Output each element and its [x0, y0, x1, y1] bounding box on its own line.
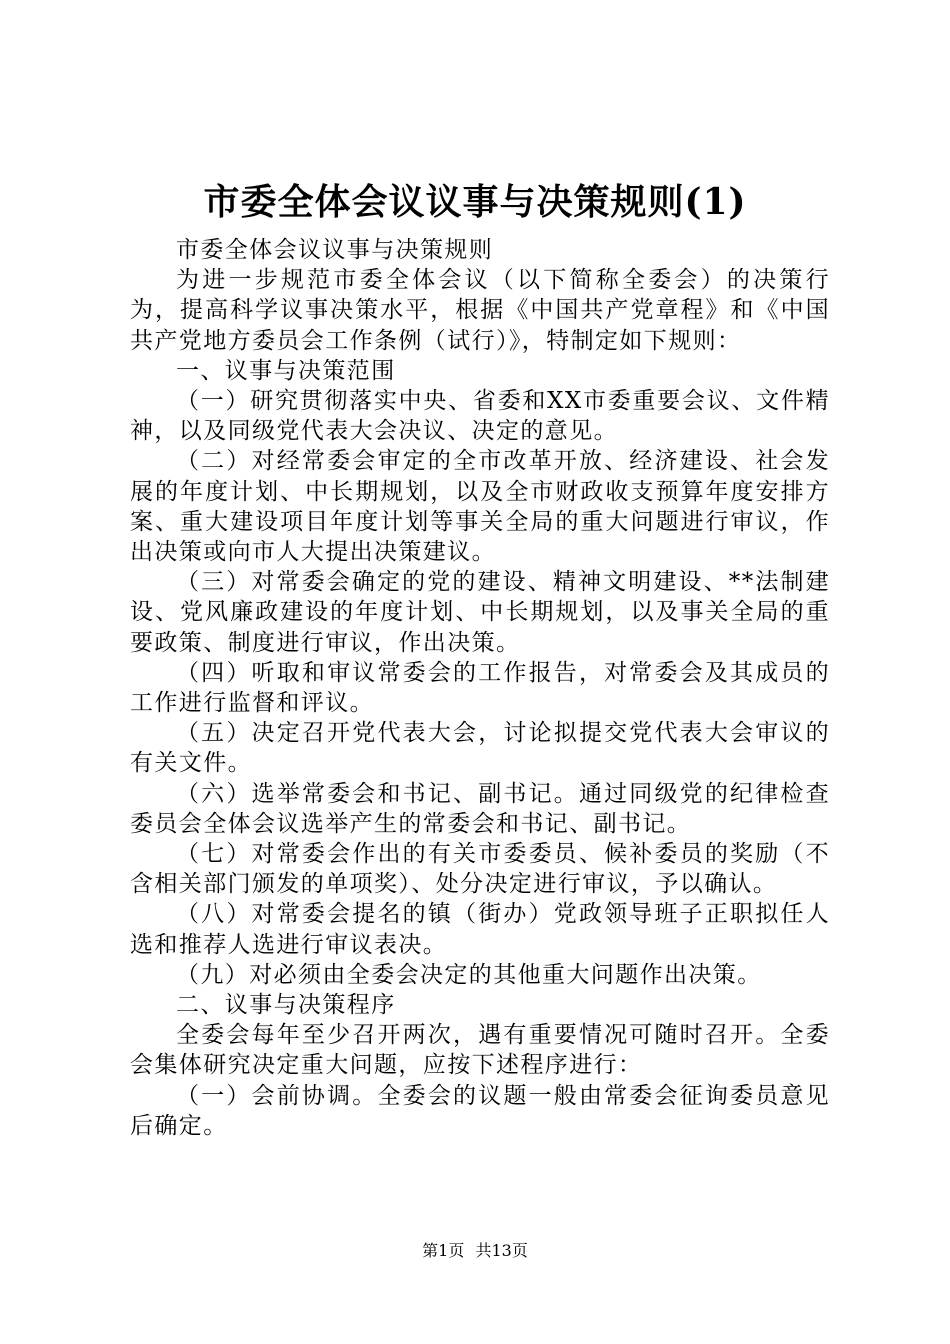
paragraph-scope-5: （五）决定召开党代表大会，讨论拟提交党代表大会审议的有关文件。: [130, 720, 830, 777]
paragraph-subtitle: 市委全体会议议事与决策规则: [176, 237, 494, 263]
section-heading-scope: 一、议事与决策范围: [176, 357, 396, 384]
document-title: 市委全体会议议事与决策规则(1): [203, 181, 747, 223]
paragraph-scope-3: （三）对常委会确定的党的建设、精神文明建设、**法制建设、党风廉政建设的年度计划、中长期规划，以及事关全局的重要政策、制度进行审议，作出决策。: [130, 569, 830, 656]
paragraph-procedure-intro: 全委会每年至少召开两次，遇有重要情况可随时召开。全委会集体研究决定重大问题，应按下述程序进行：: [130, 1022, 830, 1079]
document-body: [130, 235, 830, 1141]
page-number: 第1页: [422, 1241, 465, 1260]
paragraph-scope-2: （二）对经常委会审定的全市改革开放、经济建设、社会发展的年度计划、中长期规划，以及全市财政收支预算年度安排方案、重大建设项目年度计划等事关全局的重大问题进行审议，作出决策或向市人大提出决策建议。: [130, 448, 830, 566]
paragraph-scope-1: （一）研究贯彻落实中央、省委和XX市委重要会议、文件精神，以及同级党代表大会决议、决定的意见。: [130, 388, 830, 445]
paragraph-scope-4: （四）听取和审议常委会的工作报告，对常委会及其成员的工作进行监督和评议。: [130, 659, 830, 717]
paragraph-scope-9: （九）对必须由全委会决定的其他重大问题作出决策。: [176, 961, 762, 988]
paragraph-scope-7: （七）对常委会作出的有关市委委员、候补委员的奖励（不含相关部门颁发的单项奖）、处分决定进行审议，予以确认。: [130, 841, 830, 898]
page-total: 共13页: [475, 1241, 528, 1260]
paragraph-scope-8: （八）对常委会提名的镇（街办）党政领导班子正职拟任人选和推荐人选进行审议表决。: [130, 901, 830, 958]
paragraph-scope-6: （六）选举常委会和书记、副书记。通过同级党的纪律检查委员会全体会议选举产生的常委会和书记、副书记。: [130, 780, 830, 837]
paragraph-procedure-1: （一）会前协调。全委会的议题一般由常委会征询委员意见后确定。: [130, 1082, 830, 1139]
paragraph-preamble: 为进一步规范市委全体会议（以下简称全委会）的决策行为，提高科学议事决策水平，根据《中国共产党章程》和《中国共产党地方委员会工作条例（试行）》，特制定如下规则：: [130, 267, 830, 354]
section-heading-procedure: 二、议事与决策程序: [176, 992, 396, 1019]
page-footer: [0, 1240, 950, 1262]
